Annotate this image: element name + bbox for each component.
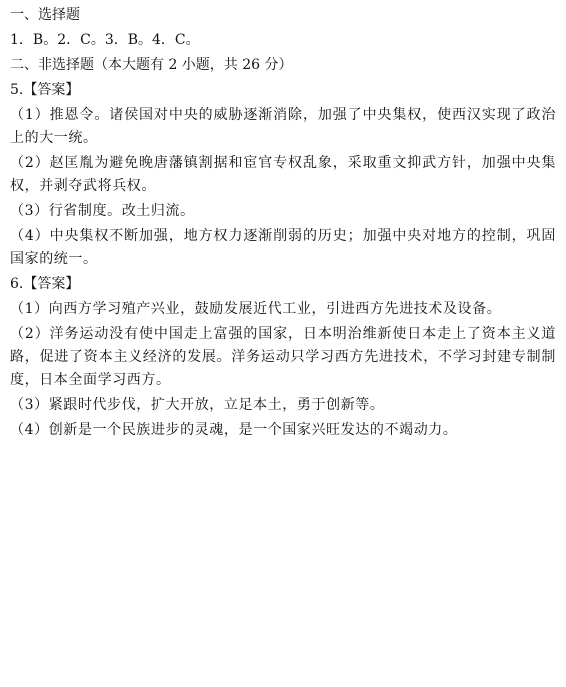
section2-heading: 二、非选择题（本大题有 2 小题，共 26 分） xyxy=(10,57,293,73)
question5-answer-3: （3）行省制度。改土归流。 xyxy=(10,203,195,219)
section1-heading: 一、选择题 xyxy=(10,7,80,23)
question6-answer-1: （1）向西方学习殖产兴业，鼓励发展近代工业，引进西方先进技术及设备。 xyxy=(10,301,502,317)
question5-answer-1: （1）推恩令。诸侯国对中央的威胁逐渐消除，加强了中央集权，使西汉实现了政治上的大一统。 xyxy=(10,107,556,146)
question6-title: 6.【答案】 xyxy=(10,276,80,292)
question6-answer-3: （3）紧跟时代步伐，扩大开放，立足本土，勇于创新等。 xyxy=(10,397,385,413)
question5-answer-4: （4）中央集权不断加强，地方权力逐渐削弱的历史；加强中央对地方的控制，巩固国家的统一。 xyxy=(10,228,556,267)
question5-answer-2: （2）赵匡胤为避免晚唐藩镇割据和宦官专权乱象，采取重文抑武方针，加强中央集权，并剥夺武将兵权。 xyxy=(10,155,556,194)
question5-title: 5.【答案】 xyxy=(10,82,80,98)
choice-answers: 1．B。2．C。3．B。4．C。 xyxy=(10,32,200,48)
question6-answer-4: （4）创新是一个民族进步的灵魂，是一个国家兴旺发达的不竭动力。 xyxy=(10,422,458,438)
question6-answer-2: （2）洋务运动没有使中国走上富强的国家，日本明治维新使日本走上了资本主义道路，促进了资本主义经济的发展。洋务运动只学习西方先进技术，不学习封建专制制度，日本全面学习西方。 xyxy=(10,326,556,388)
